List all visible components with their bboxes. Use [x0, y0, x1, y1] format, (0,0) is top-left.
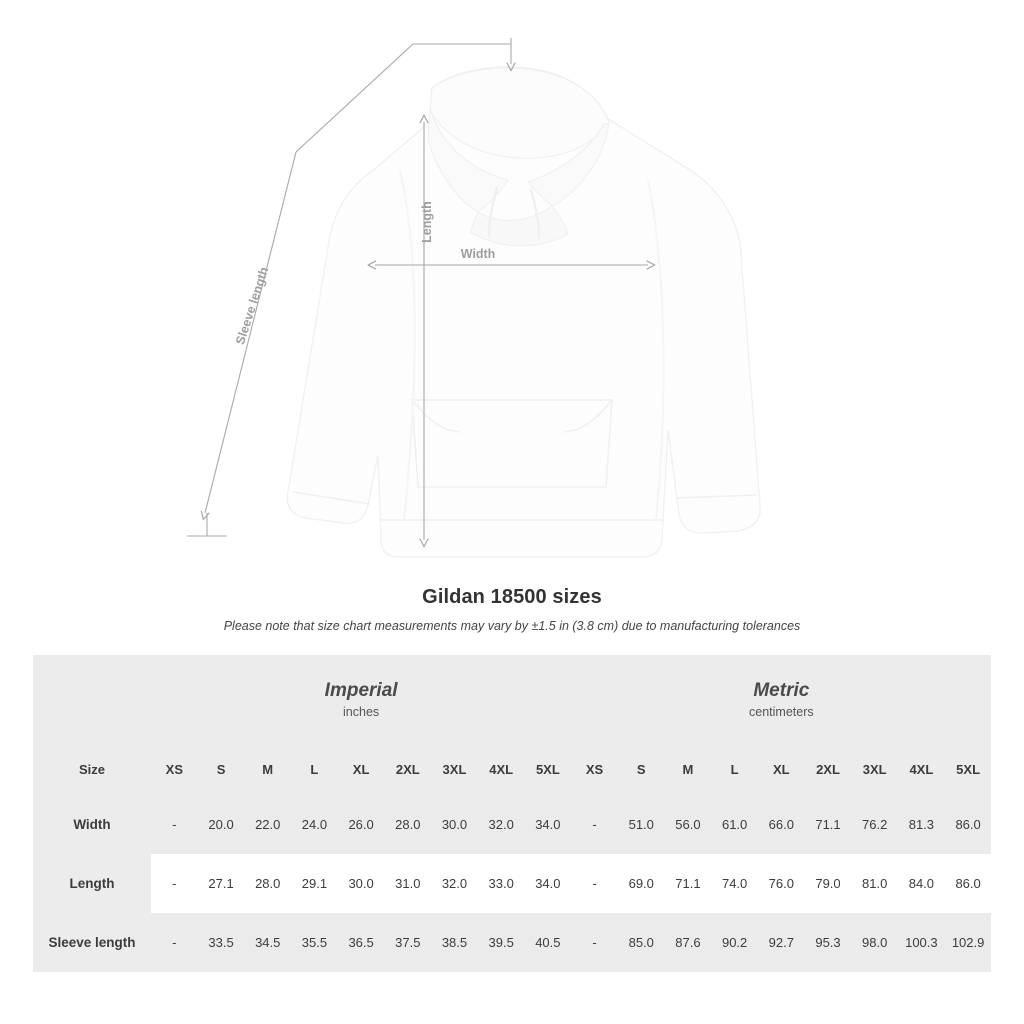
size-chart-table: [33, 655, 991, 972]
length-imperial-4xl: 33.0: [478, 854, 525, 913]
length-imperial-s: 27.1: [198, 854, 245, 913]
header-metric-m: M: [665, 743, 712, 795]
width-metric-5xl: 86.0: [945, 795, 992, 854]
unit-group-imperial: [151, 655, 571, 743]
unit-group-metric-name: Metric: [753, 680, 810, 702]
width-imperial-m: 22.0: [244, 795, 291, 854]
width-imperial-2xl: 28.0: [384, 795, 431, 854]
header-imperial-s: S: [198, 743, 245, 795]
chart-note: Please note that size chart measurements may vary by ±1.5 in (3.8 cm) due to manufacturing tolerances: [223, 619, 801, 633]
length-metric-2xl: 79.0: [805, 854, 852, 913]
length-imperial-5xl: 34.0: [525, 854, 572, 913]
length-imperial-3xl: 32.0: [431, 854, 478, 913]
table-row: [33, 913, 991, 972]
sleeve-metric-s: 85.0: [618, 913, 665, 972]
header-imperial-4xl: 4XL: [478, 743, 525, 795]
header-imperial-5xl: 5XL: [525, 743, 572, 795]
header-metric-3xl: 3XL: [851, 743, 898, 795]
width-metric-l: 61.0: [711, 795, 758, 854]
size-header-row: [33, 743, 991, 795]
label-width: Width: [460, 247, 496, 261]
header-imperial-m: M: [244, 743, 291, 795]
table-row: [33, 795, 991, 854]
sleeve-metric-xl: 92.7: [758, 913, 805, 972]
header-metric-4xl: 4XL: [898, 743, 945, 795]
width-metric-xs: -: [571, 795, 618, 854]
length-metric-l: 74.0: [711, 854, 758, 913]
row-label-width: Width: [33, 795, 151, 854]
size-table-wrapper: [0, 633, 1024, 972]
length-imperial-l: 29.1: [291, 854, 338, 913]
header-metric-l: L: [711, 743, 758, 795]
header-metric-xs: XS: [571, 743, 618, 795]
label-sleeve-length: Sleeve length: [233, 265, 272, 347]
sleeve-imperial-3xl: 38.5: [431, 913, 478, 972]
width-imperial-xs: -: [151, 795, 198, 854]
width-imperial-3xl: 30.0: [431, 795, 478, 854]
row-label-sleeve-length: Sleeve length: [33, 913, 151, 972]
sleeve-imperial-2xl: 37.5: [384, 913, 431, 972]
width-metric-m: 56.0: [665, 795, 712, 854]
width-imperial-xl: 26.0: [338, 795, 385, 854]
length-metric-xl: 76.0: [758, 854, 805, 913]
length-metric-m: 71.1: [665, 854, 712, 913]
header-imperial-3xl: 3XL: [431, 743, 478, 795]
unit-group-imperial-name: Imperial: [324, 680, 398, 702]
length-metric-s: 69.0: [618, 854, 665, 913]
sleeve-metric-l: 90.2: [711, 913, 758, 972]
header-metric-s: S: [618, 743, 665, 795]
header-imperial-xs: XS: [151, 743, 198, 795]
width-metric-4xl: 81.3: [898, 795, 945, 854]
length-metric-5xl: 86.0: [945, 854, 992, 913]
unit-group-row: [33, 655, 991, 743]
header-imperial-l: L: [291, 743, 338, 795]
width-metric-2xl: 71.1: [805, 795, 852, 854]
row-label-length: Length: [33, 854, 151, 913]
length-metric-3xl: 81.0: [851, 854, 898, 913]
length-imperial-xl: 30.0: [338, 854, 385, 913]
width-imperial-5xl: 34.0: [525, 795, 572, 854]
unit-group-imperial-sub: inches: [343, 704, 380, 719]
unit-group-metric: [571, 655, 991, 743]
chart-title: Gildan 18500 sizes: [422, 586, 602, 608]
header-imperial-xl: XL: [338, 743, 385, 795]
sleeve-imperial-xs: -: [151, 913, 198, 972]
sleeve-metric-4xl: 100.3: [898, 913, 945, 972]
length-imperial-2xl: 31.0: [384, 854, 431, 913]
header-metric-xl: XL: [758, 743, 805, 795]
sleeve-imperial-5xl: 40.5: [525, 913, 572, 972]
width-imperial-4xl: 32.0: [478, 795, 525, 854]
sleeve-metric-xs: -: [571, 913, 618, 972]
hoodie-shape: [287, 67, 760, 557]
width-metric-3xl: 76.2: [851, 795, 898, 854]
unit-group-metric-sub: centimeters: [749, 704, 814, 719]
sleeve-metric-2xl: 95.3: [805, 913, 852, 972]
sleeve-imperial-l: 35.5: [291, 913, 338, 972]
label-length: Length: [420, 201, 434, 243]
header-size: Size: [33, 743, 151, 795]
sleeve-imperial-m: 34.5: [244, 913, 291, 972]
sleeve-metric-m: 87.6: [665, 913, 712, 972]
sleeve-imperial-xl: 36.5: [338, 913, 385, 972]
width-imperial-s: 20.0: [198, 795, 245, 854]
width-metric-s: 51.0: [618, 795, 665, 854]
length-metric-4xl: 84.0: [898, 854, 945, 913]
sleeve-imperial-4xl: 39.5: [478, 913, 525, 972]
length-imperial-xs: -: [151, 854, 198, 913]
table-corner: [33, 655, 151, 743]
header-metric-5xl: 5XL: [945, 743, 992, 795]
length-imperial-m: 28.0: [244, 854, 291, 913]
length-metric-xs: -: [571, 854, 618, 913]
width-metric-xl: 66.0: [758, 795, 805, 854]
sleeve-metric-5xl: 102.9: [945, 913, 992, 972]
sleeve-metric-3xl: 98.0: [851, 913, 898, 972]
sleeve-imperial-s: 33.5: [198, 913, 245, 972]
header-imperial-2xl: 2XL: [384, 743, 431, 795]
table-row: [33, 854, 991, 913]
header-metric-2xl: 2XL: [805, 743, 852, 795]
width-imperial-l: 24.0: [291, 795, 338, 854]
